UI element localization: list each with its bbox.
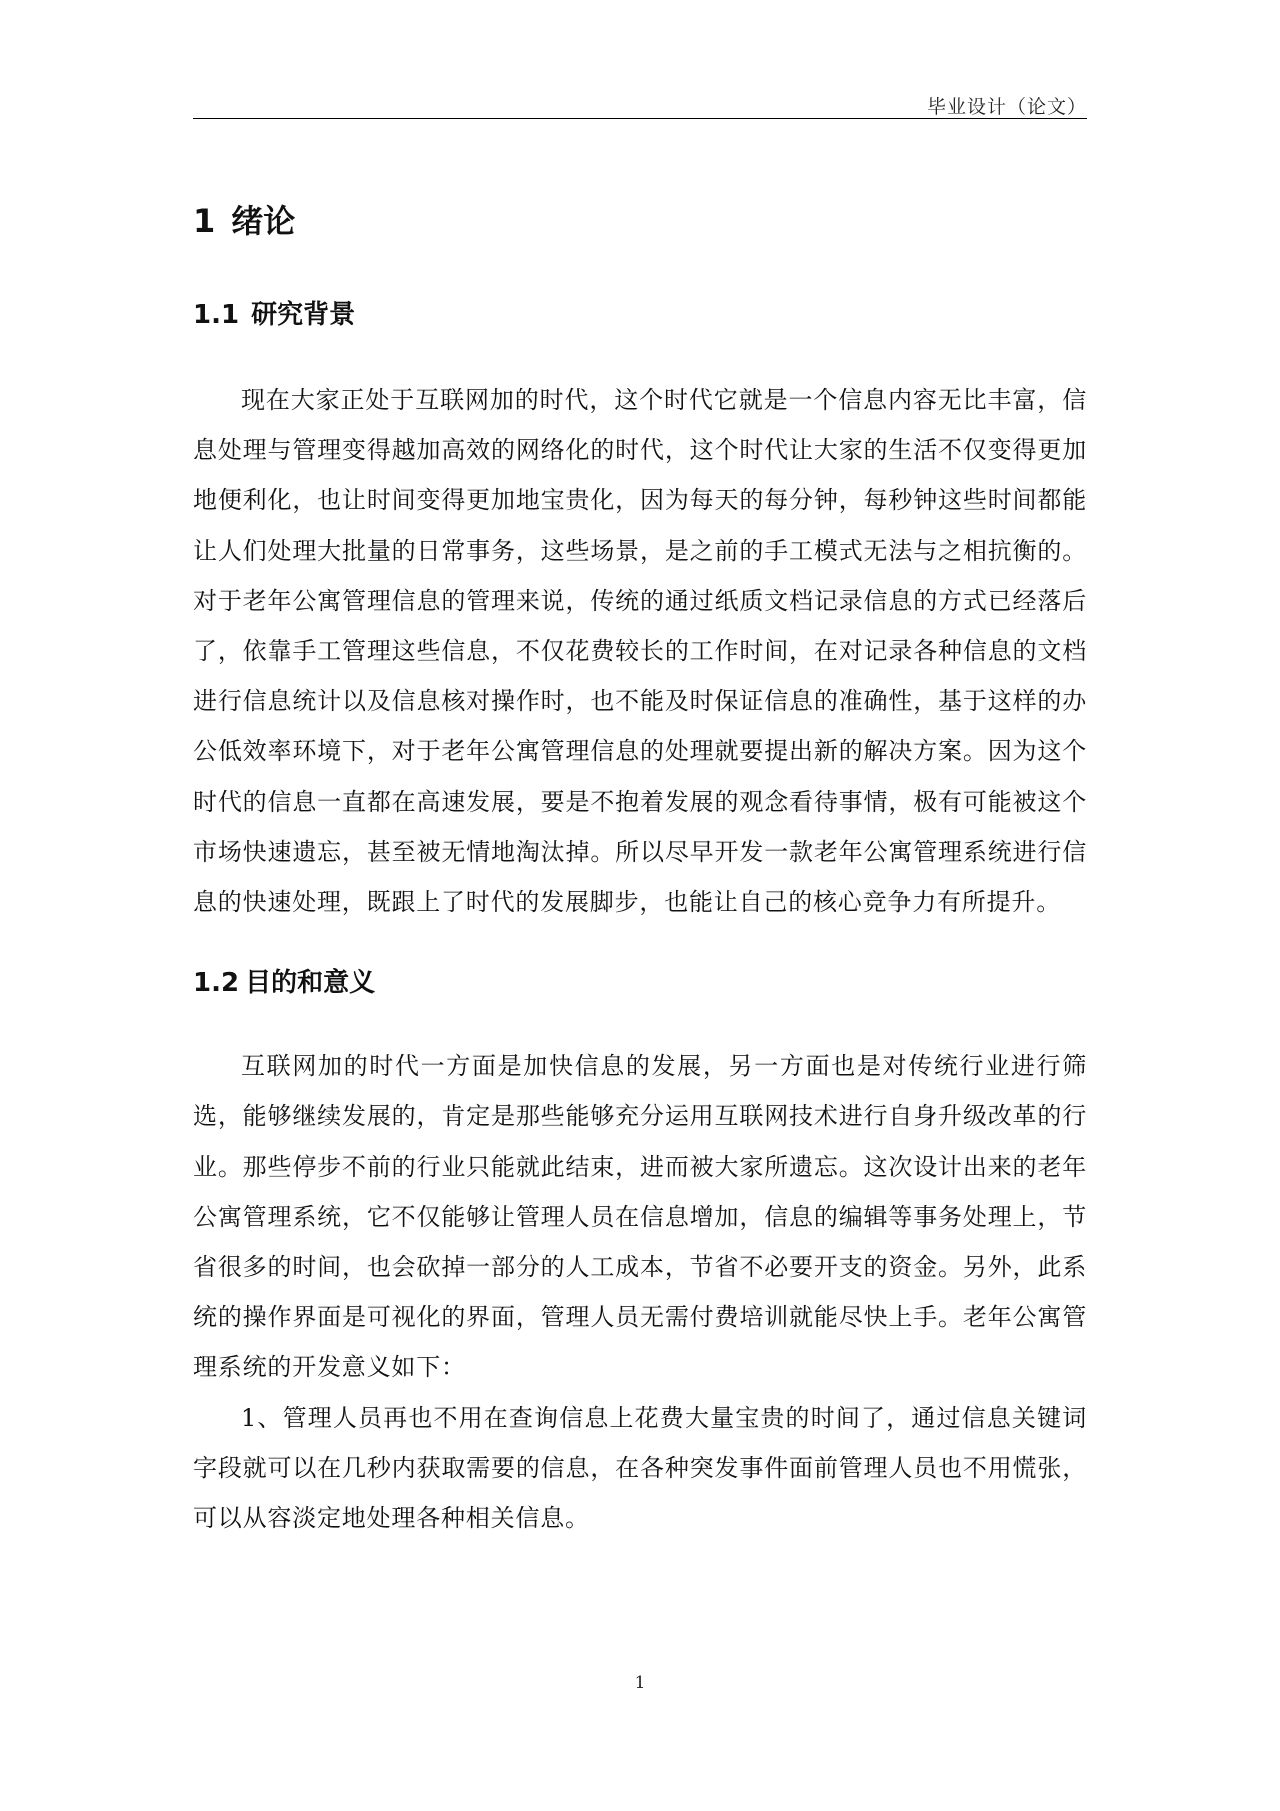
section-heading-1-1 (193, 293, 1087, 337)
page-number: 1 (634, 1673, 646, 1693)
section-number: 1.1 (193, 300, 240, 330)
chapter-title: 绪论 (231, 202, 296, 240)
chapter-heading (193, 195, 1087, 247)
chapter-number: 1 (193, 202, 216, 240)
paragraph: 现在大家正处于互联网加的时代，这个时代它就是一个信息内容无比丰富，信息处理与管理变得越加高效的网络化的时代，这个时代让大家的生活不仅变得更加地便利化，也让时间变得更加地宝贵化，因为每天的每分钟，每秒钟这些时间都能让人们处理大批量的日常事务，这些场景，是之前的手工模式无法与之相抗衡的。对于老年公寓管理信息的管理来说，传统的通过纸质文档记录信息的方式已经落后了，依靠手工管理这些信息，不仅花费较长的工作时间，在对记录各种信息的文档进行信息统计以及信息核对操作时，也不能及时保证信息的准确性，基于这样的办公低效率环境下，对于老年公寓管理信息的处理就要提出新的解决方案。因为这个时代的信息一直都在高速发展，要是不抱着发展的观念看待事情，极有可能被这个市场快速遗忘，甚至被无情地淘汰掉。所以尽早开发一款老年公寓管理系统进行信息的快速处理，既跟上了时代的发展脚步，也能让自己的核心竞争力有所提升。 (193, 386, 1087, 917)
header-rule (193, 118, 1087, 119)
running-header: 毕业设计（论文） (926, 96, 1087, 118)
paragraph: 互联网加的时代一方面是加快信息的发展，另一方面也是对传统行业进行筛选，能够继续发展的，肯定是那些能够充分运用互联网技术进行自身升级改革的行业。那些停步不前的行业只能就此结束，进而被大家所遗忘。这次设计出来的老年公寓管理系统，它不仅能够让管理人员在信息增加，信息的编辑等事务处理上，节省很多的时间，也会砍掉一部分的人工成本，节省不必要开支的资金。另外，此系统的操作界面是可视化的界面，管理人员无需付费培训就能尽快上手。老年公寓管理系统的开发意义如下： (193, 1052, 1087, 1382)
section-title: 研究背景 (251, 300, 356, 330)
section-number: 1.2 (193, 968, 240, 999)
page-content (193, 195, 1087, 1543)
paragraph: 1、管理人员再也不用在查询信息上花费大量宝贵的时间了，通过信息关键词字段就可以在几秒内获取需要的信息，在各种突发事件面前管理人员也不用慌张，可以从容淡定地处理各种相关信息。 (193, 1403, 1087, 1533)
section-title: 目的和意义 (245, 968, 376, 999)
section-heading-1-2 (193, 961, 1087, 1005)
